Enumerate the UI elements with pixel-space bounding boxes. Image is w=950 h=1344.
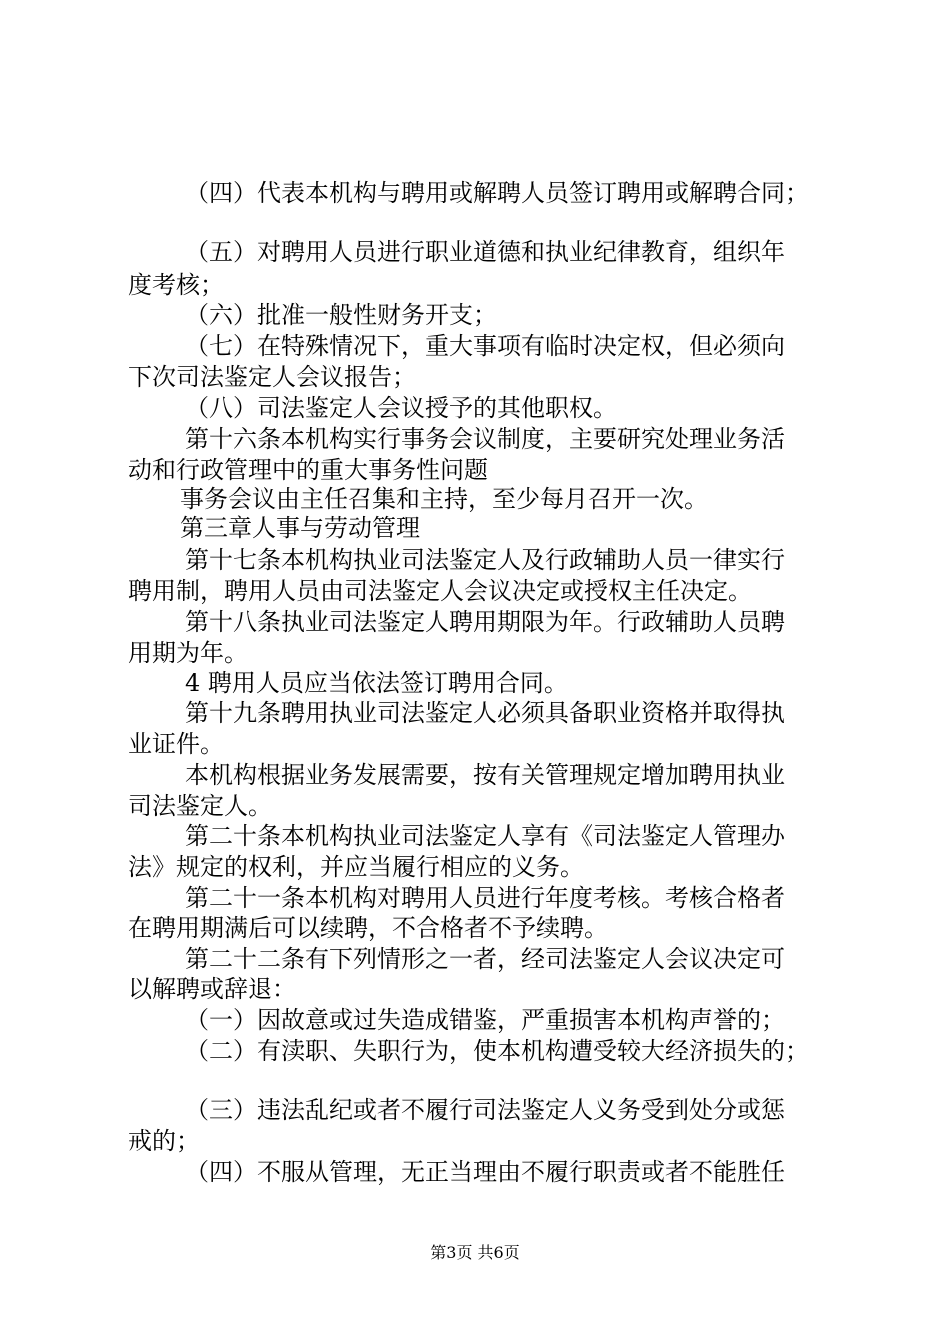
text-line: 第十八条执业司法鉴定人聘用期限为年。行政辅助人员聘 [185,608,785,636]
text-line: 下次司法鉴定人会议报告； [128,363,416,391]
text-line: 法》规定的权利，并应当履行相应的义务。 [128,853,584,881]
text-line: 聘用制，聘用人员由司法鉴定人会议决定或授权主任决定。 [128,577,752,605]
text-line: 司法鉴定人。 [128,792,272,820]
text-line: 第二十条本机构执业司法鉴定人享有《司法鉴定人管理办 [185,822,785,850]
text-line: （六）批准一般性财务开支； [185,301,497,329]
text-line: 第十七条本机构执业司法鉴定人及行政辅助人员一律实行 [185,546,785,574]
text-line: 第十六条本机构实行事务会议制度，主要研究处理业务活 [185,425,785,453]
text-line: （七）在特殊情况下，重大事项有临时决定权，但必须向 [185,332,785,360]
text-line: 事务会议由主任召集和主持，至少每月召开一次。 [180,485,708,513]
text-line: 第十九条聘用执业司法鉴定人必须具备职业资格并取得执 [185,699,785,727]
text-line: 以解聘或辞退： [128,975,296,1003]
text-line: （八）司法鉴定人会议授予的其他职权。 [185,394,617,422]
text-line: 动和行政管理中的重大事务性问题 [128,456,488,484]
text-line: 第二十二条有下列情形之一者，经司法鉴定人会议决定可 [185,945,785,973]
text-line: 用期为年。 [128,639,248,667]
section-heading: 第三章人事与劳动管理 [180,514,420,542]
text-line: 业证件。 [128,730,224,758]
text-line: 本机构根据业务发展需要，按有关管理规定增加聘用执业 [185,761,785,789]
text-line: （三）违法乱纪或者不履行司法鉴定人义务受到处分或惩 [185,1096,785,1124]
text-line: 4 聘用人员应当依法签订聘用合同。 [185,669,568,697]
page-number: 第3页 共6页 [430,1243,520,1262]
text-line: 第二十一条本机构对聘用人员进行年度考核。考核合格者 [185,884,785,912]
text-line: 戒的； [128,1127,200,1155]
text-line: （一）因故意或过失造成错鉴，严重损害本机构声誉的； [185,1006,785,1034]
text-line: 度考核； [128,271,224,299]
text-line: （四）不服从管理，无正当理由不履行职责或者不能胜任 [185,1158,785,1186]
text-line: 在聘用期满后可以续聘，不合格者不予续聘。 [128,914,608,942]
text-line: （五）对聘用人员进行职业道德和执业纪律教育，组织年 [185,238,785,266]
text-line: （二）有渎职、失职行为，使本机构遭受较大经济损失的； [185,1037,809,1065]
text-line: （四）代表本机构与聘用或解聘人员签订聘用或解聘合同； [185,179,809,207]
